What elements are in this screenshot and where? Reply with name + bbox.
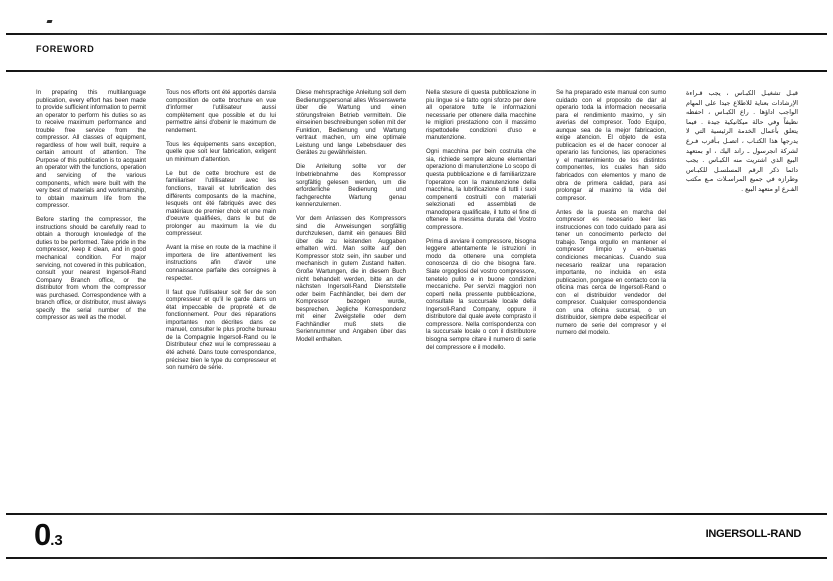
paragraph: Vor dem Anlassen des Kompressors sind die Anweisungen sorgfältig durchzulesen, damit ein genaues Bild über die zu leistenden Auggaben erhalten wird. Man sollte auf den Kompressor stolz sein, ihn sauber und mechanisch in gutem Zustand halten. Große Wartungen, die in diesem Buch nicht behandelt werden, bitte an der nächsten Ingersoll-Rand Dienststelle oder beim Fachhändler, bei dem der Kompressor bezogen wurde, besprechen. Jegliche Korrespondenz mit einer Zweigstelle oder dem Fachhändler muß stets die Seriennummer und Angaben über das Modell enthalten. — [296, 215, 406, 343]
column-italian — [426, 89, 536, 504]
page-title: FOREWORD — [36, 44, 95, 54]
column-german — [296, 89, 406, 504]
paragraph: Diese mehrsprachige Anleitung soll dem Bedienungspersonal alles Wissenswerte über die Wartung und einen störungsfreien Betrieb vermitteln. Die einseinen beschreibungen sollen mit der Funktion, Bedienung und Wartung vertraut machen, um eine optimale Leistung und lange Lebebsdauer des Gerätes zu gewährleisten. — [296, 89, 406, 157]
column-english — [36, 89, 146, 504]
paragraph: Avant la mise en route de la machine il importera de lire attentivement les instructions afin d'avoir une connaissance parfaite des consignes à respecter. — [166, 244, 276, 282]
brand-logo: INGERSOLL-RAND — [705, 528, 801, 540]
column-spanish — [556, 89, 666, 504]
paragraph: Die Anleitung sollte vor der Inbetriebnahme des Kompressor sorgfältig gelesen werden, um die erforderliche Bedienung und fachgerechte Wartung genau kennenzulernen. — [296, 163, 406, 209]
paragraph: In preparing this multilanguage publication, every effort has been made to provide sufficient information to permit an operator to perform his duties so as to receive maximum performance and trouble free service from the compressor. All classes of equipment, regardless of how well built, require a certain amount of attention. The Purpose of this publication is to acquaint an operator with the functions, operation and servicing of the various components, which were built with the very best of materials and workmanship, to obtain maximum life from the compressor. — [36, 89, 146, 210]
paragraph: قبـل تشغيـل الكبـاس ، يجب قـراءة الإرشادات بعناية للاطلاع جيدا على المهام الواجب اداؤها . راع الكبـاس ، احفظه نظيفاً وفي حالة ميكانيكية جيدة . فيما يتعلق بأعمال الخدمة الرئيسية التي لا يدرجها هذا الكتـاب ، اتصـل بـأقرب فـرع لشركة انجرسول ـ راند اليك ، او بمتعهد البيع الذي اشتريت منه الكبـاس . يجب دائما ذكر الرقم المسلسـل للكبـاس وطرازه في جميع المراسـلات مـع مكتب الفـرع او متعهد البيع . — [686, 89, 798, 193]
paragraph: Il faut que l'utilisateur soit fier de son compresseur et qu'il le garde dans un état impeccable de propreté et de fonctionnement. Pour des réparations importantes non décrites dans ce manuel, consulter le plus proche bureau de la Compagnie Ingersoll-Rand ou le Distributeur chez wui le compresseau a été acheté. Dans toute correspondance, précisez bien le type du compresseur et son numéro de série. — [166, 288, 276, 372]
page-number-major: 0 — [34, 517, 51, 552]
registration-tick-mark — [47, 20, 53, 23]
paragraph: Se ha preparado este manual con sumo cuidado con el proposito de dar al operario toda la informacion necesaria para el rendimiento maximo, y sin averias del compresor. Todo Equipo, aunque sea de la mejor fabricacion, exige atencion. El objeto de esta publicacion es el de hacer conocer al operario las funciones, las operaciones y el mantenimiento de los distintos componentes, los cuales han sido fabricados con elementos y mano de obra de primera calidad, para asi prolongar al maximo la vida del compresor. — [556, 89, 666, 202]
page-number-minor: .3 — [50, 532, 63, 549]
paragraph: Tous les équipements sans exception, quelle que soit leur fabrication, exligent un minimum d'attention. — [166, 140, 276, 163]
paragraph: Prima di avviare il compressore, bisogna leggere attentamente le istruzioni in modo da ottenere una completa conoscenza di cio che bisogna fare. Siate orgogliosi del vostro compressore, tenetelo pulito e in buone condizioni meccaniche. Per servizi maggiori non coperti nella pressente pubblicazione, consultate la succursale locale della Ingersoll-Rand Company, oppure il distributore dal quale avete comprasto il compressore. Nella corrispondenza con la succursale locale o con il distributore bisogna sempre citare il numero di serie del compressore e il modello. — [426, 237, 536, 351]
paragraph: Nella stesure di questa pubblicazione in piu lingue si e fatto ogni sforzo per dere all operatore tutte le informazioni necessarie per ottenere dalla macchine le migliori prestaziono con il massimo rispettodelle condizioni d'uso e manutenzione. — [426, 89, 536, 142]
header-rule-bottom — [6, 70, 827, 72]
language-columns — [36, 89, 798, 504]
column-french — [166, 89, 276, 504]
paragraph: Antes de la puesta en marcha del compresor es necesario leer las instrucciones con todo cuidado para asi tener un conocimento perfecto del trabajo. Tenga orgullo en mantener el compresor limpio y en-buenas condiciones mecanicas. Cuando sua necesario realizar una reparacion importante, no incluida en esta publicacion, pongase en contacto con la oficina mas cerca de Ingersoll-Rand o con el distribuidor vendedor del compresor. Cualquier correspondencia con una oficina sucursal, o un distribuidor, siempre debe especificar el numero de serie del compresor y el numero del modelo. — [556, 208, 666, 337]
paragraph: Ogni macchina per bein costruita che sia, richiede sempre alcune elementari operaziono di manutenzione Lo scopo di questa pubblicazione e di familiarizzare l'operatore con la manutenzione della macchina, la lubrificazione di tutti i suoi compenenti costruiti con materiali selezionati ed assemblati de manodopera qualificate, il tutto el fine di oftenere la messima durata del Vostro compressore. — [426, 148, 536, 231]
paragraph: Tous nos efforts ont été apportés dansla composition de cette brochure en vue d'informer l'utilisateur aussi complètement que possible et du lui permettre ainsi d'obenir le maximum de rendement. — [166, 89, 276, 134]
header-rule-top — [6, 33, 827, 35]
page-number — [34, 519, 63, 550]
footer-rule-bottom — [6, 557, 827, 559]
paragraph: Before starting the compressor, the instructions should be carefully read to obtain a thorough knowledge of the duties to be performed. Take pride in the compressor, keep it clean, and in good mechanical condition. For major servicing, not covered in this publication, consult your nearest Ingersoll-Rand Company Branch office, or the distributor from whom the compressor was purchased. Correspondence with a branch office, or distributor, must always specify the serial number of the compressor as well as the model. — [36, 216, 146, 322]
footer-rule-top — [6, 513, 827, 515]
paragraph: Le but de cette brochure est de familiariser l'utillisateur avec les fonctions, travail et lubrification des différents composants de la machine, lesquels ont été fabriqués avec des matériaux de premier choix et une main d'oeuvre qualifiées, dans le but de prolonger au maximum la vie du compresseur. — [166, 169, 276, 238]
column-arabic — [686, 89, 798, 504]
